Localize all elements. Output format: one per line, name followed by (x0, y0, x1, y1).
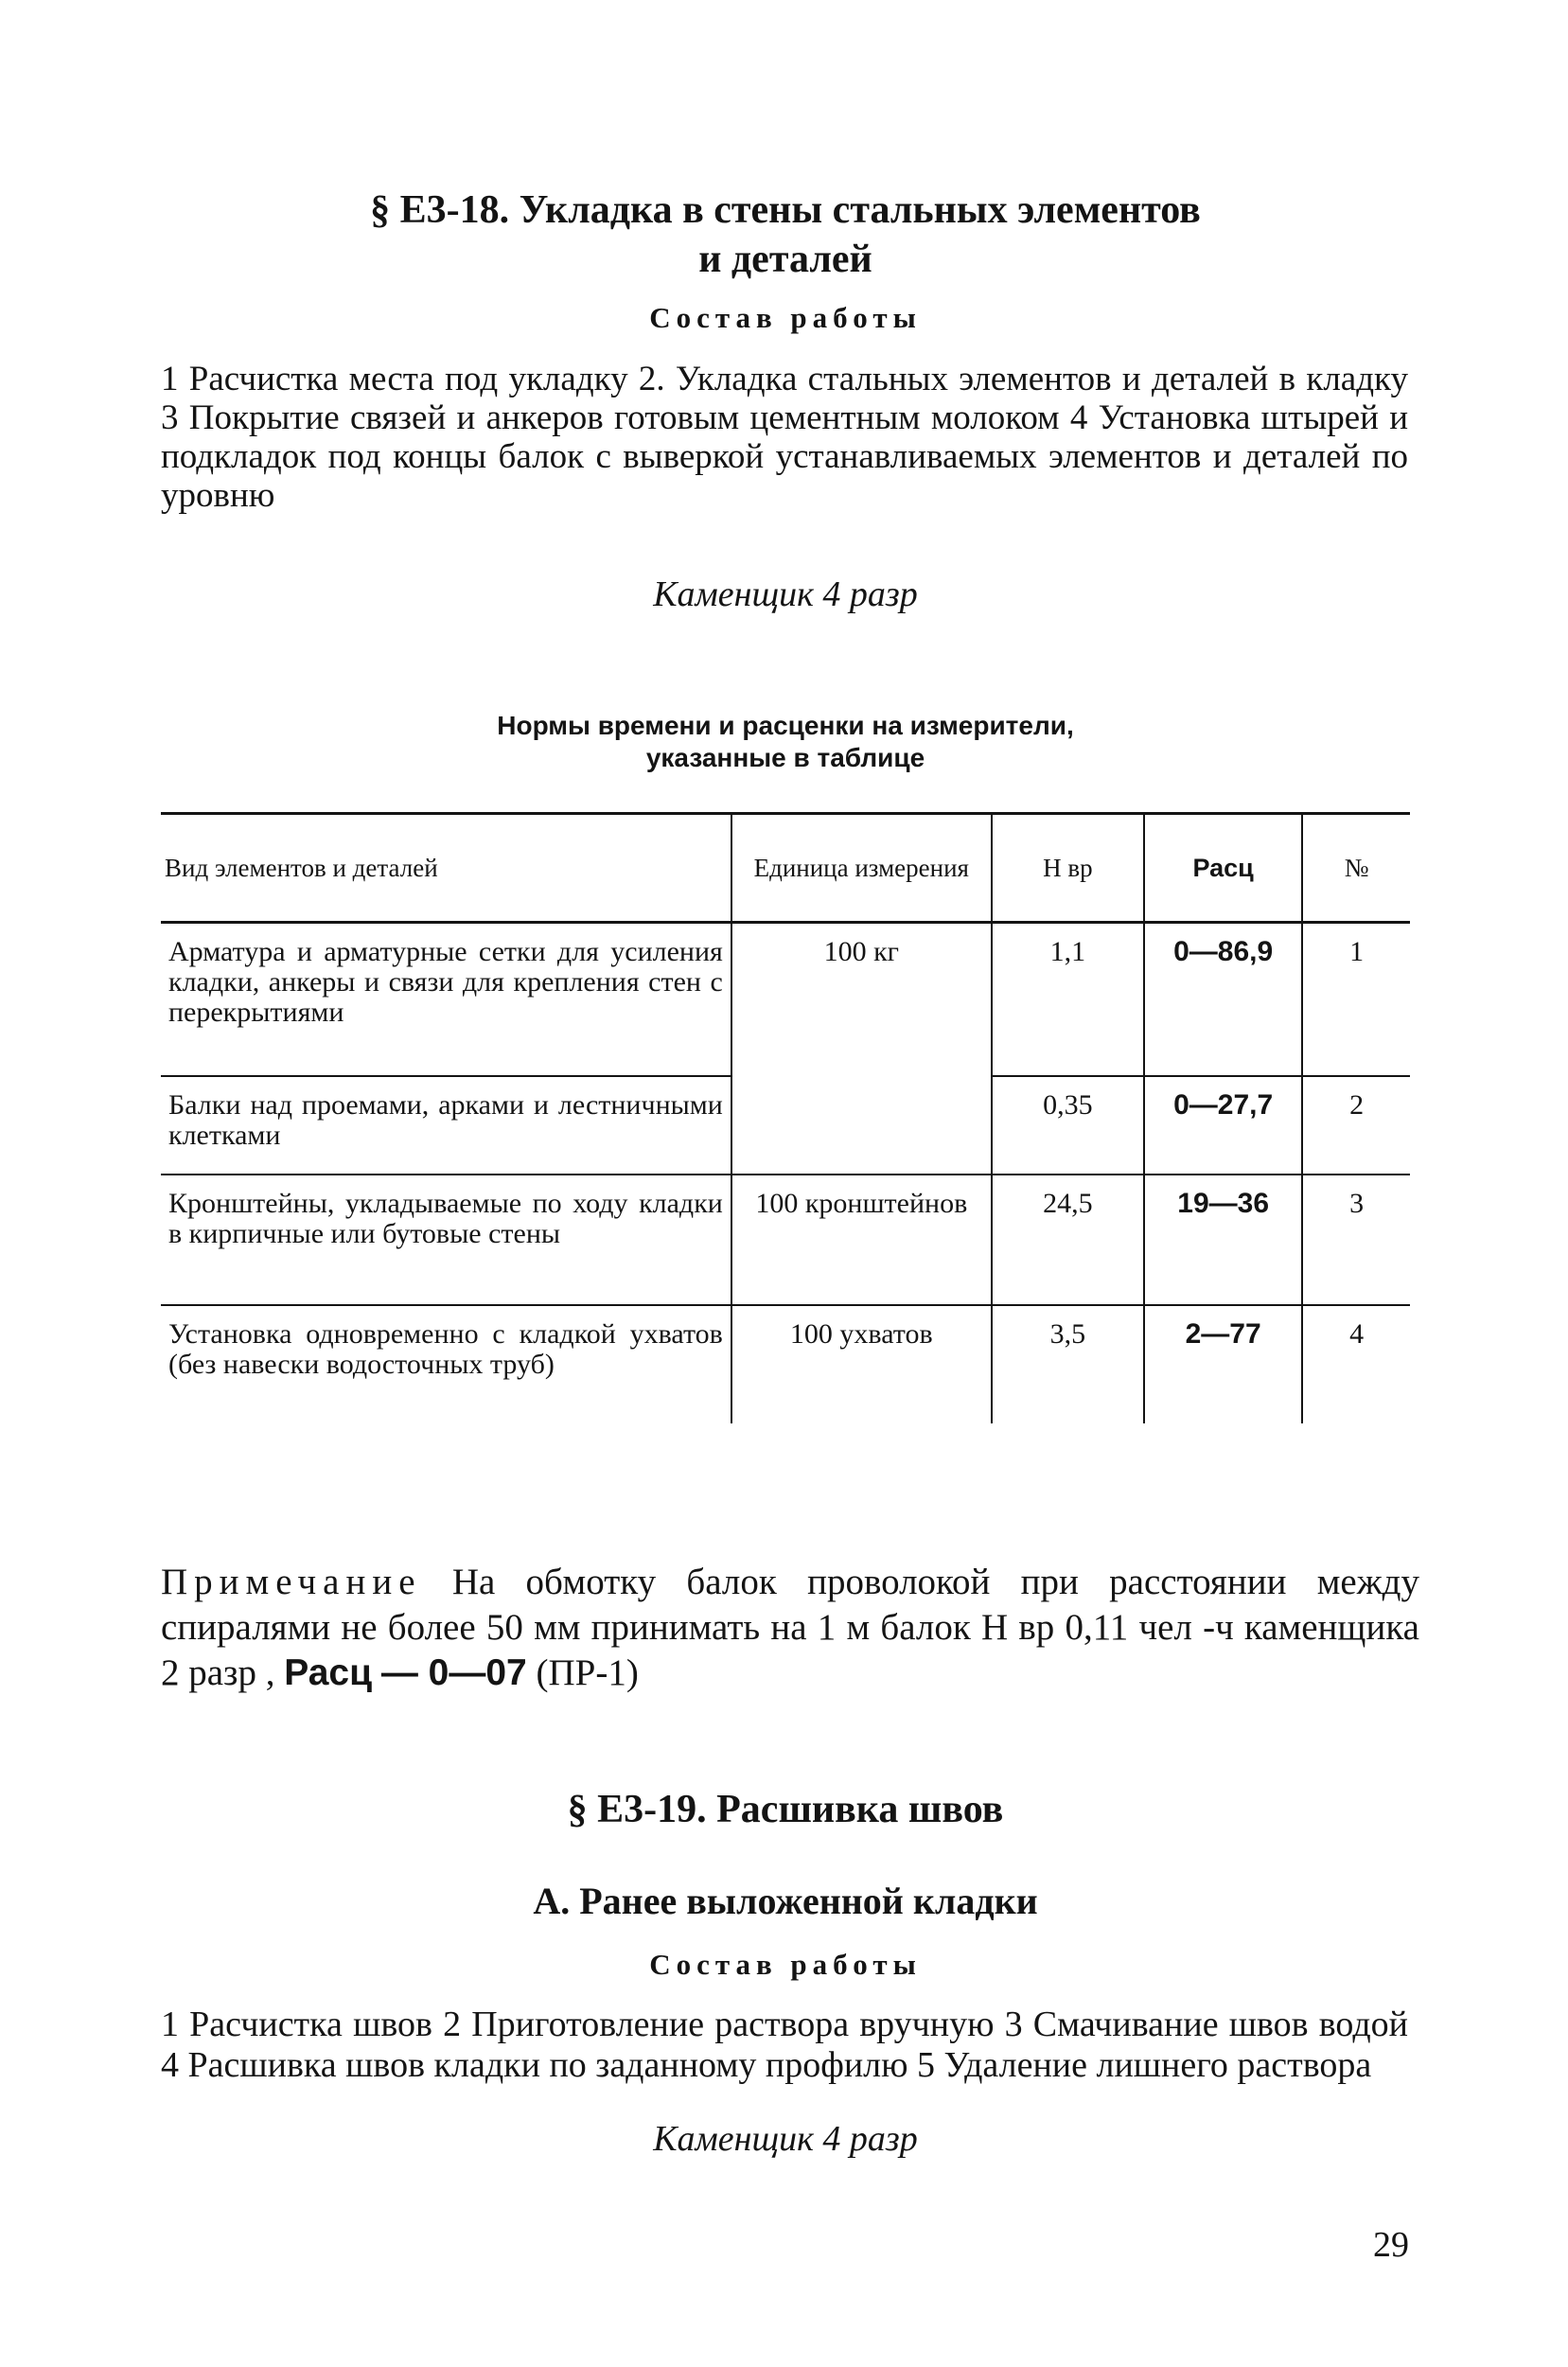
work-composition-text: 1 Расчистка швов 2 Приготовление раствора вручную 3 Смачивание швов водой 4 Расшивка швов кладки по заданному профилю 5 Удаление лишнего раствора (161, 2005, 1408, 2085)
cell-price: 0—27,7 (1144, 1076, 1302, 1175)
note-price-value: — 0—07 (380, 1652, 527, 1693)
cell-num: 4 (1302, 1305, 1410, 1423)
table-row (161, 1076, 1410, 1175)
note-label: Примечание (161, 1562, 422, 1602)
table-header-row (161, 814, 1410, 923)
page-number: 29 (1373, 2225, 1409, 2265)
note-suffix: (ПР-1) (536, 1652, 639, 1693)
header-unit: Единица измерения (731, 814, 992, 923)
table-row (161, 1175, 1410, 1305)
cell-num: 3 (1302, 1175, 1410, 1305)
note-price-label: Расц (284, 1652, 373, 1693)
table-row (161, 923, 1410, 1077)
table-caption (161, 710, 1410, 774)
table-row (161, 1305, 1410, 1423)
header-num: № (1302, 814, 1410, 923)
cell-price: 0—86,9 (1144, 923, 1302, 1077)
cell-time: 24,5 (992, 1175, 1144, 1305)
cell-kind: Арматура и арматурные сетки для усиления кладки, анкеры и связи для крепления стен с перекрытиями (161, 923, 731, 1077)
table-note (161, 1560, 1419, 1696)
cell-price: 19—36 (1144, 1175, 1302, 1305)
header-time: Н вр (992, 814, 1144, 923)
cell-time: 0,35 (992, 1076, 1144, 1175)
header-kind: Вид элементов и деталей (161, 814, 731, 923)
cell-unit: 100 кронштейнов (731, 1175, 992, 1305)
cell-kind: Балки над проемами, арками и лестничными клетками (161, 1076, 731, 1175)
cell-time: 1,1 (992, 923, 1144, 1077)
cell-kind: Установка одновременно с кладкой ухватов (без навески водосточных труб) (168, 1318, 723, 1380)
header-price: Расц (1144, 814, 1302, 923)
cell-time: 3,5 (992, 1305, 1144, 1423)
section-title-line2: и деталей (698, 238, 872, 281)
work-composition-heading: Состав работы (649, 301, 922, 334)
cell-num: 2 (1302, 1076, 1410, 1175)
section-title-line1: § Е3-18. Укладка в стены стальных элементов (370, 188, 1201, 232)
cell-unit (731, 1076, 992, 1175)
cell-kind: Кронштейны, укладываемые по ходу кладки в кирпичные или бутовые стены (161, 1175, 731, 1305)
cell-unit: 100 ухватов (731, 1305, 992, 1423)
cell-unit: 100 кг (731, 923, 992, 1077)
work-composition-heading: Состав работы (649, 1948, 922, 1981)
section-title-e3-19: § Е3-19. Расшивка швов (567, 1788, 1004, 1831)
worker-grade: Каменщик 4 разр (653, 574, 918, 614)
table-caption-line1: Нормы времени и расценки на измерители, (497, 711, 1074, 740)
worker-grade: Каменщик 4 разр (653, 2119, 918, 2159)
cell-price: 2—77 (1144, 1305, 1302, 1423)
norms-table (161, 812, 1410, 1423)
table-caption-line2: указанные в таблице (645, 743, 925, 772)
work-composition-text: 1 Расчистка места под укладку 2. Укладка стальных элементов и деталей в кладку 3 Покрытие связей и анкеров готовым цементным молоком 4 Установка штырей и подкладок под концы балок с выверкой устанавливаемых элементов и деталей по уровню (161, 360, 1408, 515)
section-title-e3-18 (161, 185, 1410, 284)
note-text: На обмотку балок проволокой при расстоянии между спиралями не более 50 мм принимать на 1 м балок Н вр 0,11 чел -ч каменщика 2 разр , (161, 1562, 1420, 1693)
subsection-title: А. Ранее выложенной кладки (533, 1880, 1038, 1922)
cell-num: 1 (1302, 923, 1410, 1077)
